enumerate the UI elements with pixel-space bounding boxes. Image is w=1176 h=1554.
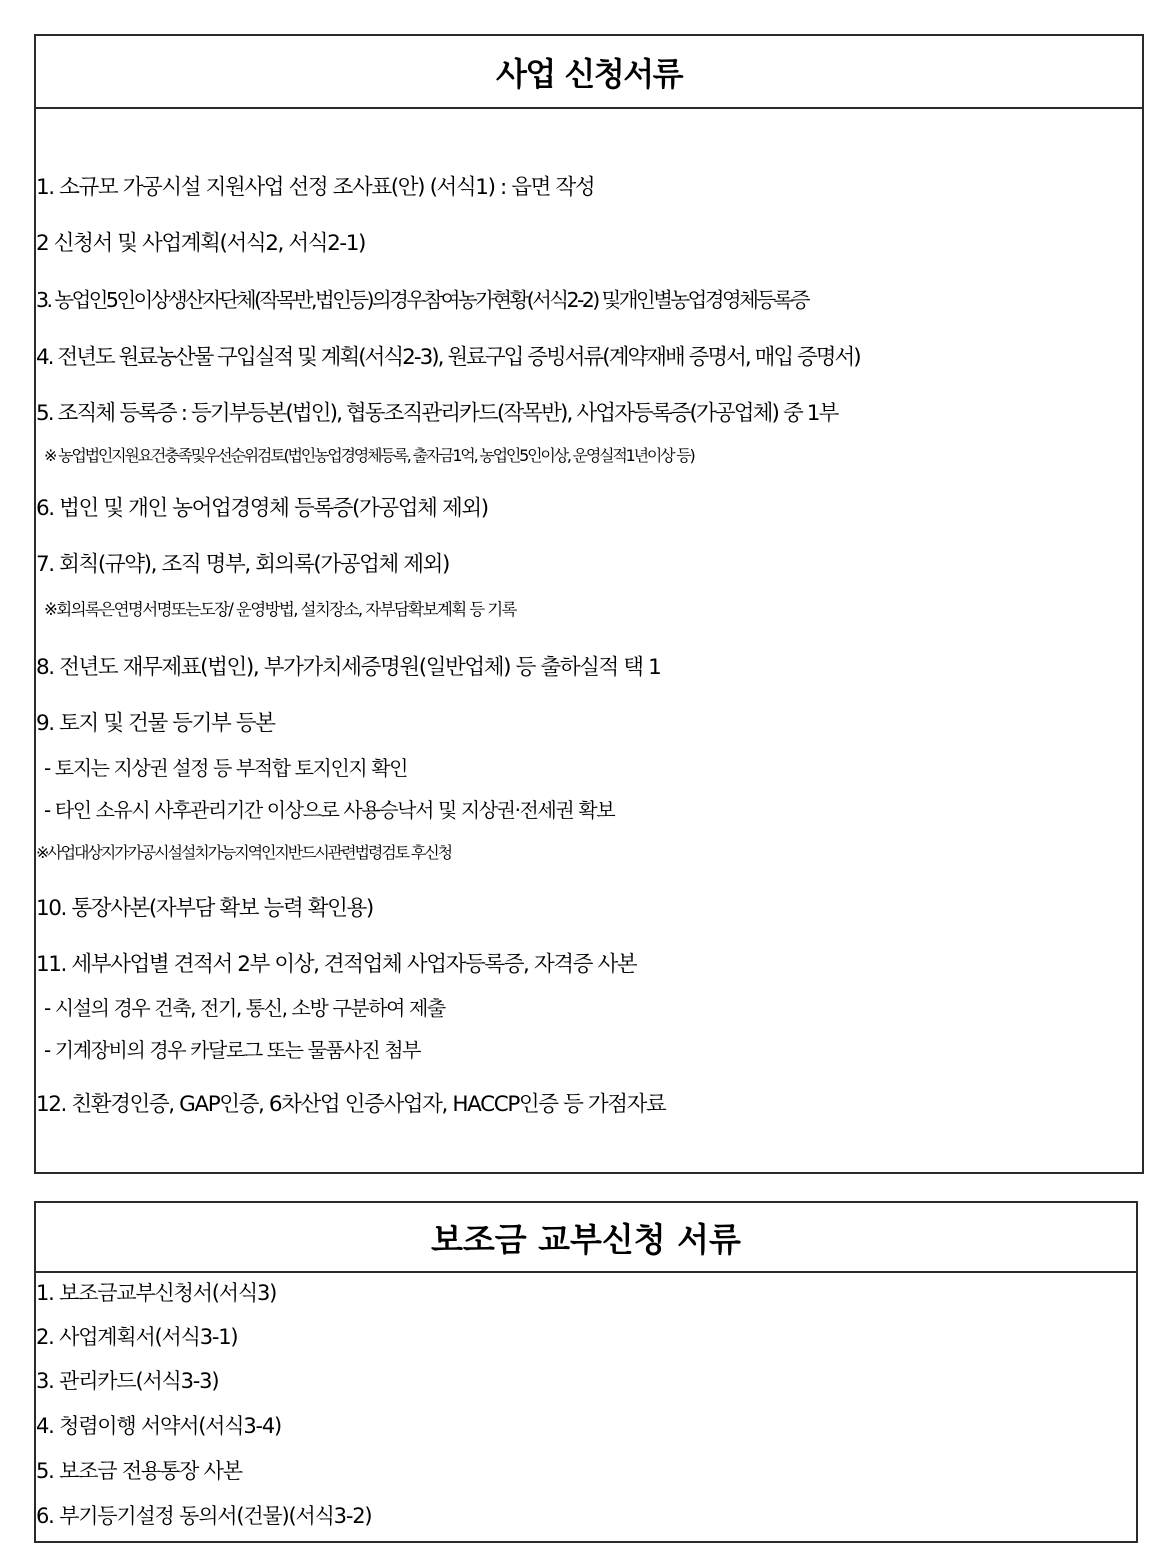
list-item: 11. 세부사업별 견적서 2부 이상, 견적업체 사업자등록증, 자격증 사본 xyxy=(36,952,637,977)
list-subitem: - 타인 소유시 사후관리기간 이상으로 사용승낙서 및 지상권·전세권 확보 xyxy=(44,798,615,822)
list-item: 12. 친환경인증, GAP인증, 6차산업 인증사업자, HACCP인증 등 가점자료 xyxy=(36,1092,666,1117)
list-item: 1. 보조금교부신청서(서식3) xyxy=(36,1281,277,1305)
list-item: 2 신청서 및 사업계획(서식2, 서식2-1) xyxy=(36,231,366,256)
list-item: 3. 관리카드(서식3-3) xyxy=(36,1369,219,1393)
list-item: 4. 전년도 원료농산물 구입실적 및 계획(서식2-3), 원료구입 증빙서류(계약재배 증명서, 매입 증명서) xyxy=(36,345,860,370)
list-item: 5. 조직체 등록증 : 등기부등본(법인), 협동조직관리카드(작목반), 사업자등록증(가공업체) 중 1부 xyxy=(36,401,838,426)
list-item: 7. 회칙(규약), 조직 명부, 회의록(가공업체 제외) xyxy=(36,552,449,577)
list-item: 4. 청렴이행 서약서(서식3-4) xyxy=(36,1414,282,1438)
list-item: 8. 전년도 재무제표(법인), 부가가치세증명원(일반업체) 등 출하실적 택 1 xyxy=(36,655,661,680)
list-item: 2. 사업계획서(서식3-1) xyxy=(36,1325,238,1349)
list-subitem: - 시설의 경우 건축, 전기, 통신, 소방 구분하여 제출 xyxy=(44,996,445,1020)
section-title: 사업 신청서류 xyxy=(36,36,1142,109)
list-item: 6. 법인 및 개인 농어업경영체 등록증(가공업체 제외) xyxy=(36,496,488,521)
section-title: 보조금 교부신청 서류 xyxy=(36,1203,1136,1273)
list-item: 1. 소규모 가공시설 지원사업 선정 조사표(안) (서식1) : 읍면 작성 xyxy=(36,175,595,200)
list-item: 9. 토지 및 건물 등기부 등본 xyxy=(36,711,275,736)
subsidy-application-documents-section xyxy=(34,1201,1138,1543)
list-note: ※ 농업법인지원요건충족및우선순위검토(법인농업경영체등록, 출자금1억, 농업인5인이상, 운영실적1년이상 등) xyxy=(44,446,694,465)
list-note: ※사업대상지가가공시설설치가능지역인지반드시관련법령검토 후신청 xyxy=(36,843,451,862)
application-documents-section xyxy=(34,34,1144,1174)
list-subitem: - 토지는 지상권 설정 등 부적합 토지인지 확인 xyxy=(44,756,408,780)
list-subitem: - 기계장비의 경우 카달로그 또는 물품사진 첨부 xyxy=(44,1038,421,1062)
list-item: 10. 통장사본(자부담 확보 능력 확인용) xyxy=(36,896,373,921)
list-item: 5. 보조금 전용통장 사본 xyxy=(36,1459,242,1483)
list-item: 3. 농업인5인이상생산자단체(작목반,법인등)의경우참여농가현황(서식2-2) 및개인별농업경영체등록증 xyxy=(36,288,808,312)
list-note: ※회의록은연명서명또는도장/ 운영방법, 설치장소, 자부담확보계획 등 기록 xyxy=(44,600,516,619)
list-item: 6. 부기등기설정 동의서(건물)(서식3-2) xyxy=(36,1504,372,1528)
